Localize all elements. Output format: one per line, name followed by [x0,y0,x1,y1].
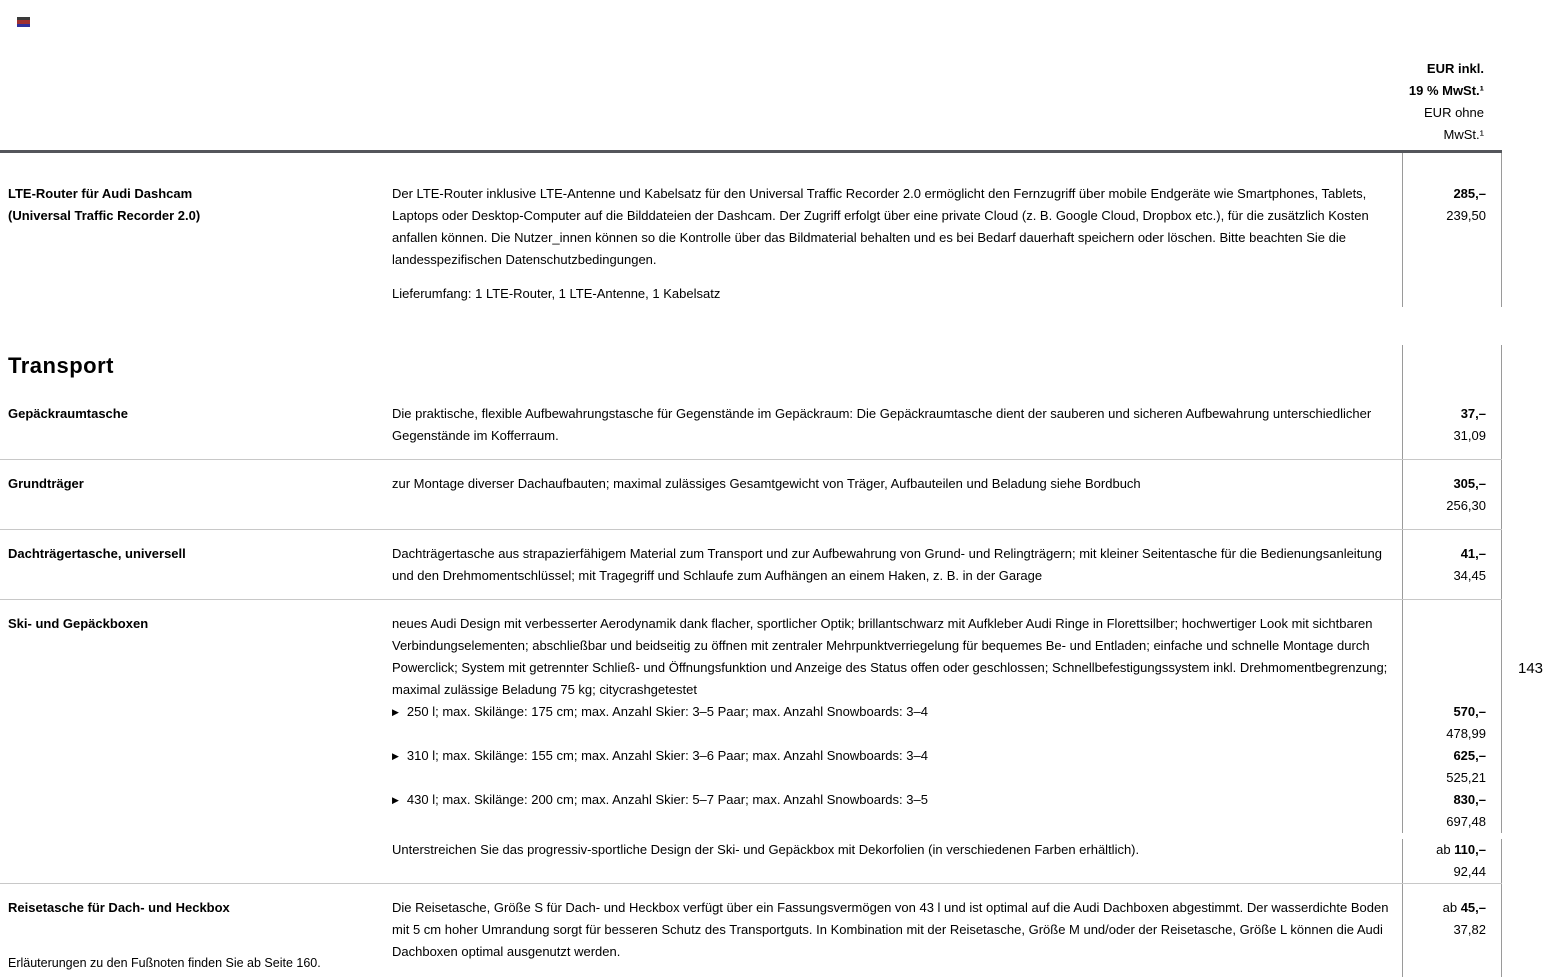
price-excl-vat: 34,45 [1453,568,1486,583]
price-incl-vat: 625,– [1453,748,1486,763]
price-excl-vat: 478,99 [1446,726,1486,741]
brand-logo-icon [17,17,30,27]
price-incl-vat: 110,– [1454,842,1486,857]
footnote-reference: Erläuterungen zu den Fußnoten finden Sie ab Seite 160. [8,956,321,970]
page-number: 143 [1518,660,1544,677]
product-title: Gepäckraumtasche [8,406,128,421]
price-incl-vat: 570,– [1453,704,1486,719]
ski-dekorfolien-row [0,839,1502,883]
product-title [0,153,392,307]
ski-variant-row-310l [0,745,1502,789]
product-title: Dachträgertasche, universell [8,546,186,561]
price-excl-vat: 525,21 [1446,770,1486,785]
triangle-bullet-icon: ▶ [392,751,399,761]
variant-text-cell [392,745,1402,789]
price-excl-vat: 256,30 [1446,498,1486,513]
price-excl-vat: 37,82 [1453,922,1486,937]
product-description: Die Reisetasche, Größe S für Dach- und Heckbox verfügt über ein Fassungsvermögen von 43 l und ist optimal auf die Audi Dachboxen abgestimmt. Der wasserdichte Boden mit 5 cm hoher Umrandung sorgt für besseren Schutz des Transportguts. In Kombination mit der Reisetasche, Größe M und/oder der Reisetasche, Größe L können die Audi Dachboxen optimal ausgenutzt werden. [392,900,1389,959]
product-description: Die praktische, flexible Aufbewahrungstasche für Gegenstände im Gepäckraum: Die Gepäckraumtasche dient der sauberen und sicheren Aufbewahrung unterschiedlicher Gegenstände im Kofferraum. [392,406,1372,443]
variant-text: 430 l; max. Skilänge: 200 cm; max. Anzahl Skier: 5–7 Paar; max. Anzahl Snowboards: 3–5 [406,792,928,807]
ski-intro-subrow [0,600,1502,701]
product-price-cell [1402,701,1502,745]
price-excl-vat: 697,48 [1446,814,1486,829]
product-description: Dachträgertasche aus strapazierfähigem Material zum Transport und zur Aufbewahrung von Grund- und Relingträgern; mit kleiner Seitentasche für die Bedienungsanleitung und den Drehmomentschlüssel; mit Tragegriff und Schlaufe zum Aufhängen an einem Haken, z. B. in der Garage [392,546,1382,583]
price-header-incl-line1: EUR inkl. [1426,61,1484,76]
price-prefix: ab [1436,842,1455,857]
section-title: Transport [8,353,114,378]
price-header-incl-line2: 19 % MwSt.¹ [1408,83,1484,98]
product-price-cell [1402,153,1502,307]
variant-text: 310 l; max. Skilänge: 155 cm; max. Anzahl Skier: 3–6 Paar; max. Anzahl Snowboards: 3–4 [406,748,928,763]
product-row-gepaeckraumtasche [0,390,1502,460]
product-description: neues Audi Design mit verbesserter Aerodynamik dank flacher, sportlicher Optik; brillantschwarz mit Aufkleber Audi Ringe in Florettsilber; hochwertiger Look mit sichtbaren Verbindungselementen; abschließbar und beidseitig zu öffnen mit zentraler Mehrpunktverriegelung für bequemes Be- und Entladen; einfache und schnelle Montage durch Powerclick; System mit getrennter Schließ- und Öffnungsfunktion und Anzeige des Status offen oder geschlossen; Schnellbefestigungssystem inkl. Drehmomentbegrenzung; maximal zulässige Beladung 75 kg; citycrashgetestet [392,616,1388,697]
price-incl-vat: 830,– [1453,792,1486,807]
product-title-line1: LTE-Router für Audi Dashcam [8,186,193,201]
price-incl-vat: 41,– [1460,546,1486,561]
product-price-cell [1402,530,1502,599]
product-description: zur Montage diverser Dachaufbauten; maximal zulässiges Gesamtgewicht von Träger, Aufbauteilen und Beladung siehe Bordbuch [392,476,1141,491]
product-row-ski-gepaeckboxen [0,600,1502,884]
price-incl-vat: 37,– [1460,406,1486,421]
product-title-line2: (Universal Traffic Recorder 2.0) [8,208,201,223]
product-row-grundtraeger [0,460,1502,530]
price-column-header [1409,58,1484,146]
variant-text: 250 l; max. Skilänge: 175 cm; max. Anzahl Skier: 3–5 Paar; max. Anzahl Snowboards: 3–4 [406,704,928,719]
price-header-excl-line2: MwSt.¹ [1443,127,1484,142]
product-title: Reisetasche für Dach- und Heckbox [8,900,230,915]
product-price-cell [1402,884,1502,977]
variant-text-cell [392,701,1402,745]
empty-price-cell [1402,600,1502,701]
product-price-cell [1402,789,1502,833]
triangle-bullet-icon: ▶ [392,707,399,717]
price-prefix: ab [1442,900,1461,915]
product-description-text: Der LTE-Router inklusive LTE-Antenne und Kabelsatz für den Universal Traffic Recorder 2.0 ermöglicht den Fernzugriff über mobile Endgeräte wie Smartphones, Tablets, Laptops oder Desktop-Computer auf die Bilddateien der Dashcam. Der Zugriff erfolgt über eine private Cloud (z. B. Google Cloud, Dropbox etc.), für die zusätzlich Kosten anfallen können. Die Nutzer_innen können so die Kontrolle über das Bildmaterial behalten und es bei Bedarf dauerhaft speichern oder löschen. Bitte beachten Sie die landesspezifischen Datenschutzbedingungen. [392,186,1369,267]
empty-price-cell [1402,345,1502,390]
product-description [392,153,1402,307]
ski-variant-row-250l [0,701,1502,745]
product-price-cell [1402,460,1502,529]
product-title: Grundträger [8,476,84,491]
price-incl-vat: 305,– [1453,476,1486,491]
price-excl-vat: 31,09 [1453,428,1486,443]
product-scope-text: Lieferumfang: 1 LTE-Router, 1 LTE-Antenne, 1 Kabelsatz [392,286,721,301]
product-price-cell [1402,390,1502,459]
product-title: Ski- und Gepäckboxen [8,616,149,631]
product-price-cell [1402,839,1502,883]
note-text: Unterstreichen Sie das progressiv-sportliche Design der Ski- und Gepäckbox mit Dekorfolien (in verschiedenen Farben erhältlich). [392,842,1140,857]
price-incl-vat: 285,– [1453,186,1486,201]
price-incl-vat: 45,– [1460,900,1486,915]
price-header-excl-line1: EUR ohne [1424,105,1484,120]
ski-variant-row-430l [0,789,1502,833]
product-price-cell [1402,745,1502,789]
section-transport [0,345,1502,977]
product-row-dachtraegertasche [0,530,1502,600]
price-excl-vat: 92,44 [1453,864,1486,879]
price-excl-vat: 239,50 [1446,208,1486,223]
triangle-bullet-icon: ▶ [392,795,399,805]
product-row-lte-router [0,153,1502,307]
section-heading-row [0,345,1502,390]
variant-text-cell [392,789,1402,833]
